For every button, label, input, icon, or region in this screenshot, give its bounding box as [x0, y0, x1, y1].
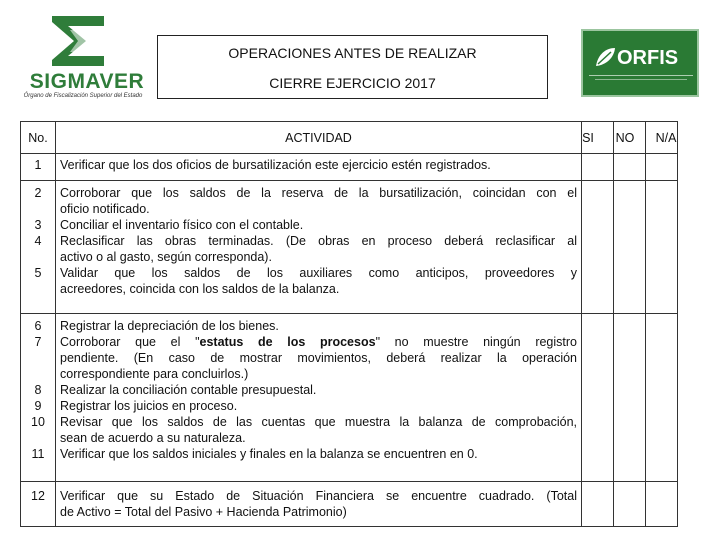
item-number — [21, 281, 55, 297]
activity-cell — [56, 482, 582, 527]
activity-line: Verificar que su Estado de Situación Financiera se encuentre cuadrado. (Total — [60, 489, 577, 503]
activity-line: Verificar que los saldos iniciales y finales en la balanza se encuentren en 0. — [60, 447, 478, 461]
activity-line: Registrar la depreciación de los bienes. — [60, 319, 279, 333]
item-number: 6 — [34, 319, 42, 333]
table-row — [21, 154, 678, 181]
activity-line: Verificar que los dos oficios de bursatilización este ejercicio estén registrados. — [60, 158, 491, 172]
orfis-subtitle-rule-2 — [595, 79, 687, 80]
na-checkbox-cell[interactable] — [646, 314, 678, 482]
si-checkbox-cell[interactable] — [582, 482, 614, 527]
item-number: 2 — [34, 186, 42, 200]
na-checkbox-cell[interactable] — [646, 482, 678, 527]
activity-line: Conciliar el inventario físico con el contable. — [60, 218, 304, 232]
sigma-logo-icon — [48, 14, 108, 68]
table-row — [21, 181, 678, 314]
activity-line: activo o al gasto, según corresponda). — [60, 250, 272, 264]
sigmaver-logo — [8, 6, 158, 98]
header-si: SI — [582, 131, 594, 145]
item-number-cell — [21, 181, 56, 314]
item-number: 12 — [31, 489, 45, 503]
no-checkbox-cell[interactable] — [614, 482, 646, 527]
item-number-cell — [21, 154, 56, 181]
table-row — [21, 314, 678, 482]
si-checkbox-cell[interactable] — [582, 154, 614, 181]
column-header-number: No. — [21, 122, 56, 154]
activity-line: Registrar los juicios en proceso. — [60, 399, 238, 413]
sigmaver-name: SIGMAVER — [29, 70, 145, 93]
activity-line: acreedores, coincida con los saldos de la balanza. — [60, 282, 340, 296]
item-number: 7 — [34, 335, 42, 349]
activity-line: pendiente. (En caso de mostrar movimientos, deberá realizar la operación — [60, 351, 577, 365]
item-number — [21, 504, 55, 520]
item-number: 9 — [34, 399, 42, 413]
item-number-cell — [21, 314, 56, 482]
header-na: N/A — [655, 131, 677, 145]
item-number — [21, 350, 55, 366]
item-number — [21, 366, 55, 382]
orfis-logo — [581, 29, 699, 97]
activity-line: Validar que los saldos de los auxiliares como anticipos, proveedores y — [60, 266, 577, 280]
item-number — [21, 201, 55, 217]
activity-line: Corroborar que los saldos de la reserva de la bursatilización, coincidan con el — [60, 186, 577, 200]
title-line-1: OPERACIONES ANTES DE REALIZAR — [228, 45, 477, 61]
item-number: 11 — [31, 447, 45, 461]
no-checkbox-cell[interactable] — [614, 154, 646, 181]
item-number-cell — [21, 482, 56, 527]
activity-cell — [56, 314, 582, 482]
document-title-box — [157, 35, 548, 99]
leaf-icon — [593, 45, 617, 69]
activity-line: correspondiente para concluirlos.) — [60, 367, 249, 381]
activity-line: oficio notificado. — [60, 202, 150, 216]
no-checkbox-cell[interactable] — [614, 181, 646, 314]
activity-line-emphasis: Corroborar que el "estatus de los procesos" no muestre ningún registro — [60, 335, 577, 349]
activity-cell — [56, 181, 582, 314]
item-number: 4 — [34, 234, 42, 248]
activity-cell — [56, 154, 582, 181]
header-no: NO — [615, 131, 635, 145]
column-header-na — [646, 122, 678, 154]
item-number: 8 — [34, 383, 42, 397]
orfis-name: ORFIS — [617, 47, 679, 69]
si-checkbox-cell[interactable] — [582, 314, 614, 482]
activity-line: Revisar que los saldos de las cuentas que muestra la balanza de comprobación, — [60, 415, 577, 429]
no-checkbox-cell[interactable] — [614, 314, 646, 482]
column-header-si — [582, 122, 614, 154]
na-checkbox-cell[interactable] — [646, 154, 678, 181]
activity-line: de Activo = Total del Pasivo + Hacienda Patrimonio) — [60, 505, 347, 519]
table-header-row — [21, 122, 678, 154]
item-number — [21, 249, 55, 265]
activity-line: Realizar la conciliación contable presupuestal. — [60, 383, 317, 397]
activity-line: sean de acuerdo a su naturaleza. — [60, 431, 246, 445]
column-header-activity: ACTIVIDAD — [56, 122, 582, 154]
item-number: 5 — [34, 266, 42, 280]
table-row — [21, 482, 678, 527]
column-header-no — [614, 122, 646, 154]
checklist-table — [20, 121, 678, 527]
sigmaver-tagline: Órgano de Fiscalización Superior del Estado — [23, 93, 143, 99]
item-number — [21, 430, 55, 446]
activity-line: Reclasificar las obras terminadas. (De obras en proceso deberá reclasificar al — [60, 234, 577, 248]
title-line-2: CIERRE EJERCICIO 2017 — [269, 75, 436, 91]
item-number: 1 — [34, 158, 42, 172]
item-number: 10 — [31, 415, 45, 429]
si-checkbox-cell[interactable] — [582, 181, 614, 314]
item-number: 3 — [34, 218, 42, 232]
na-checkbox-cell[interactable] — [646, 181, 678, 314]
